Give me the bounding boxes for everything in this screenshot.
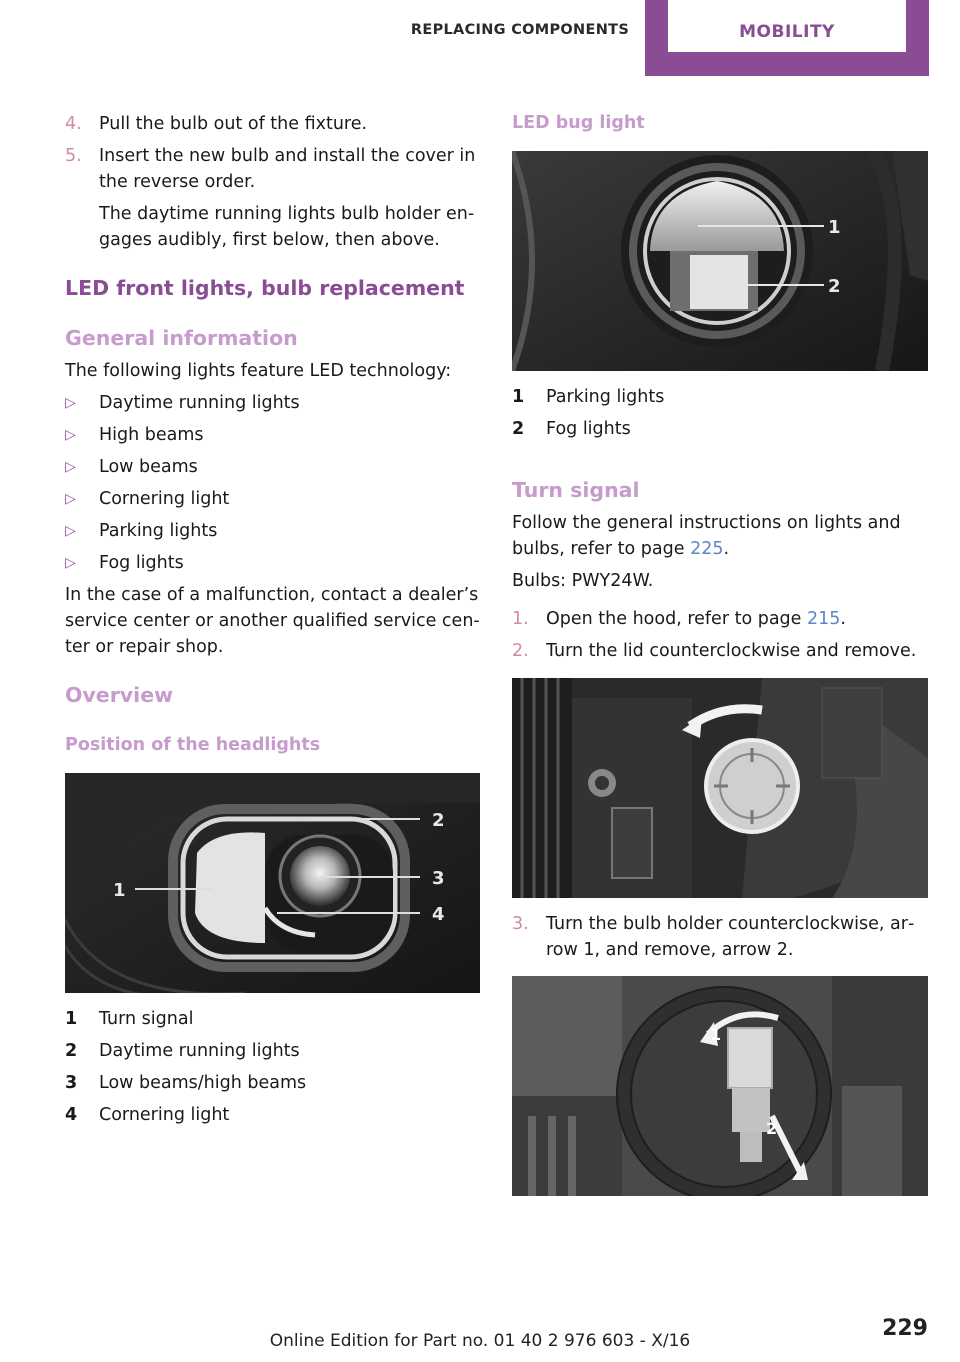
headlight-position-figure xyxy=(65,773,480,993)
section-heading-led-front-lights: LED front lights, bulb replacement xyxy=(65,276,465,300)
step-note-cont: gages audibly, first below, then above. xyxy=(99,230,440,250)
bug-light-figure xyxy=(512,151,928,371)
legend-number: 1 xyxy=(65,1009,78,1029)
step-text: Turn the lid counterclockwise and remove. xyxy=(546,641,917,661)
subheading-position-headlights: Position of the headlights xyxy=(65,735,321,755)
list-item-label: Low beams xyxy=(99,457,198,477)
edition-footer: Online Edition for Part no. 01 40 2 976 603 - X/16 xyxy=(269,1331,691,1351)
step-note: The daytime running lights bulb holder en‐ xyxy=(99,204,475,224)
list-item-label: High beams xyxy=(99,425,204,445)
list-item-label: Fog lights xyxy=(99,553,184,573)
turn-signal-text-cont xyxy=(512,536,928,562)
page-link-215[interactable]: 215 xyxy=(807,609,841,629)
text: bulbs, refer to page xyxy=(512,539,691,559)
chapter-tab-label: MOBILITY xyxy=(739,22,835,42)
callout-2: 2 xyxy=(432,810,445,831)
step-text-cont: row 1, and remove, arrow 2. xyxy=(546,940,794,960)
step-text: Turn the bulb holder counterclockwise, ar‐ xyxy=(546,914,915,934)
subheading-general-information: General information xyxy=(65,326,298,350)
step-number: 1. xyxy=(512,609,529,629)
legend-label: Turn signal xyxy=(99,1009,194,1029)
text: Open the hood, refer to page xyxy=(546,609,807,629)
chapter-tab xyxy=(645,0,929,76)
callout-4: 4 xyxy=(432,904,445,925)
legend-label: Cornering light xyxy=(99,1105,230,1125)
triangle-bullet-icon: ▷ xyxy=(65,459,76,475)
step-text: Insert the new bulb and install the cover in xyxy=(99,146,476,166)
bulb-holder-illustration xyxy=(512,976,928,1196)
legend-label: Daytime running lights xyxy=(99,1041,300,1061)
page-number: 229 xyxy=(882,1316,928,1341)
step-number: 4. xyxy=(65,114,82,134)
triangle-bullet-icon: ▷ xyxy=(65,491,76,507)
arrow-callout-2: 2 xyxy=(766,1119,778,1138)
triangle-bullet-icon: ▷ xyxy=(65,395,76,411)
triangle-bullet-icon: ▷ xyxy=(65,427,76,443)
malfunction-text-cont: service center or another qualified service cen‐ xyxy=(65,611,480,631)
text: . xyxy=(840,609,846,629)
turn-signal-text: Follow the general instructions on lights and xyxy=(512,513,901,533)
callout-3: 3 xyxy=(432,868,445,889)
running-header-section: REPLACING COMPONENTS xyxy=(410,22,630,38)
legend-label: Parking lights xyxy=(546,387,665,407)
malfunction-text-cont: ter or repair shop. xyxy=(65,637,224,657)
list-item-label: Cornering light xyxy=(99,489,230,509)
legend-number: 4 xyxy=(65,1105,78,1125)
chapter-tab-label-box xyxy=(668,0,906,52)
bug-light-illustration xyxy=(512,151,928,371)
callout-1: 1 xyxy=(113,880,126,901)
list-item-label: Daytime running lights xyxy=(99,393,300,413)
step-number: 2. xyxy=(512,641,529,661)
step-text xyxy=(546,606,928,632)
list-item-label: Parking lights xyxy=(99,521,218,541)
headlight-illustration xyxy=(65,773,480,993)
arrow-callout-1: 1 xyxy=(710,1025,722,1044)
page-link-225[interactable]: 225 xyxy=(690,539,724,559)
legend-number: 2 xyxy=(512,419,525,439)
callout-2: 2 xyxy=(828,276,841,297)
callout-1: 1 xyxy=(828,217,841,238)
bulb-holder-figure xyxy=(512,976,928,1196)
lid-removal-illustration xyxy=(512,678,928,898)
step-text-cont: the reverse order. xyxy=(99,172,256,192)
malfunction-text: In the case of a malfunction, contact a dealer’s xyxy=(65,585,479,605)
subheading-turn-signal: Turn signal xyxy=(512,478,640,502)
triangle-bullet-icon: ▷ xyxy=(65,523,76,539)
subheading-led-bug-light: LED bug light xyxy=(512,113,645,133)
text: . xyxy=(723,539,730,559)
step-number: 3. xyxy=(512,914,529,934)
lid-removal-figure xyxy=(512,678,928,898)
bulbs-text: Bulbs: PWY24W. xyxy=(512,571,654,591)
legend-label: Low beams/high beams xyxy=(99,1073,307,1093)
subheading-overview: Overview xyxy=(65,683,174,707)
intro-text: The following lights feature LED technology: xyxy=(65,361,452,381)
legend-number: 2 xyxy=(65,1041,78,1061)
legend-label: Fog lights xyxy=(546,419,631,439)
triangle-bullet-icon: ▷ xyxy=(65,555,76,571)
step-text: Pull the bulb out of the fixture. xyxy=(99,114,368,134)
legend-number: 1 xyxy=(512,387,525,407)
legend-number: 3 xyxy=(65,1073,78,1093)
step-number: 5. xyxy=(65,146,82,166)
